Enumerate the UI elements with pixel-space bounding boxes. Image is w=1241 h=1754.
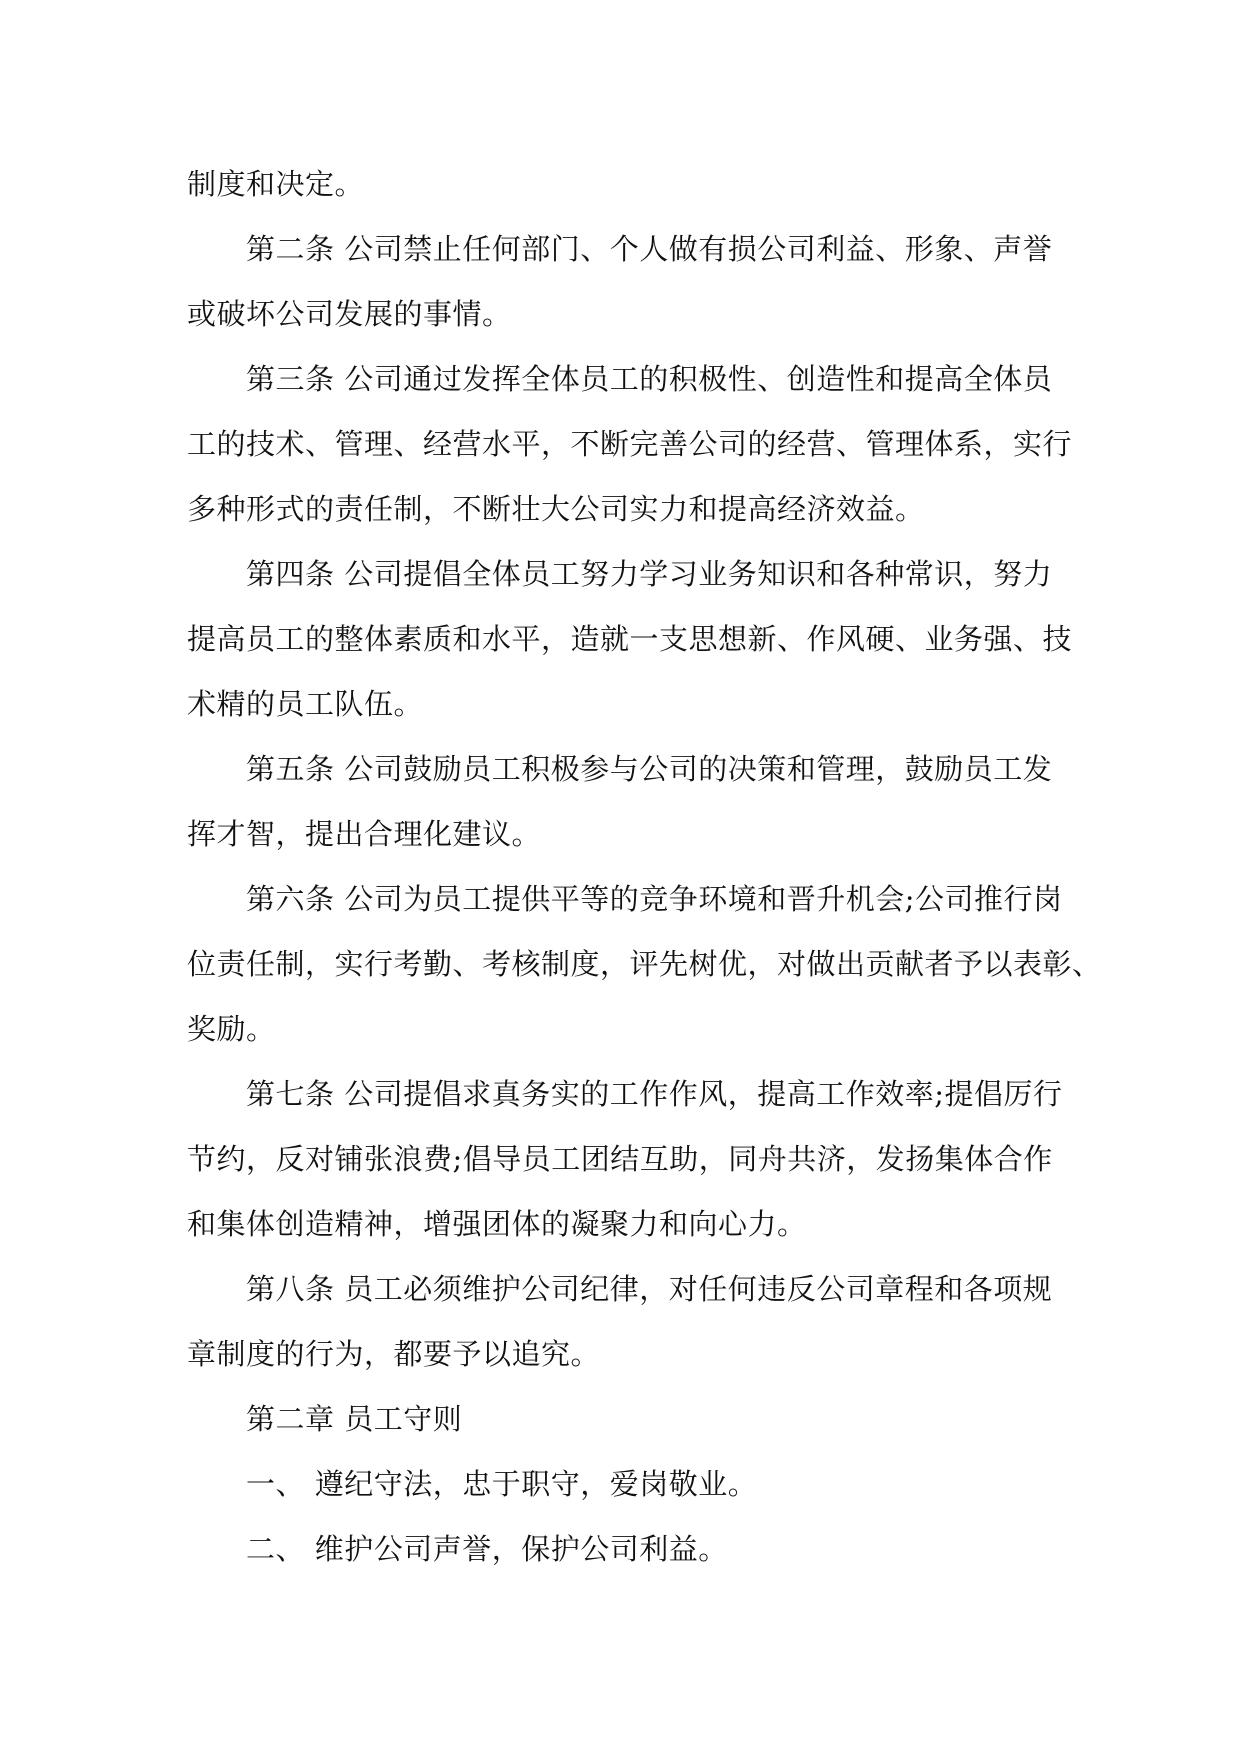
article-4-line-3: 术精的员工队伍。 [187,687,424,721]
article-7-line-1: 第七条 公司提倡求真务实的工作作风，提高工作效率;提倡厉行 [246,1077,1063,1111]
rule-item-2: 二、 维护公司声誉，保护公司利益。 [246,1532,728,1566]
text-line: 制度和决定。 [187,167,365,201]
article-3-line-2: 工的技术、管理、经营水平，不断完善公司的经营、管理体系，实行 [187,427,1073,461]
article-7-line-2: 节约，反对铺张浪费;倡导员工团结互助，同舟共济，发扬集体合作 [187,1142,1053,1176]
article-3-line-3: 多种形式的责任制，不断壮大公司实力和提高经济效益。 [187,492,925,526]
chapter-2-heading: 第二章 员工守则 [246,1402,463,1436]
article-6-line-3: 奖励。 [187,1012,276,1046]
article-8-line-2: 章制度的行为，都要予以追究。 [187,1337,601,1371]
article-4-line-1: 第四条 公司提倡全体员工努力学习业务知识和各种常识，努力 [246,557,1053,591]
article-6-line-1: 第六条 公司为员工提供平等的竞争环境和晋升机会;公司推行岗 [246,882,1063,916]
article-8-line-1: 第八条 员工必须维护公司纪律，对任何违反公司章程和各项规 [246,1272,1053,1306]
rule-item-1: 一、 遵纪守法，忠于职守，爱岗敬业。 [246,1467,758,1501]
article-5-line-2: 挥才智，提出合理化建议。 [187,817,542,851]
article-4-line-2: 提高员工的整体素质和水平，造就一支思想新、作风硬、业务强、技 [187,622,1073,656]
article-3-line-1: 第三条 公司通过发挥全体员工的积极性、创造性和提高全体员 [246,362,1053,396]
article-5-line-1: 第五条 公司鼓励员工积极参与公司的决策和管理，鼓励员工发 [246,752,1053,786]
article-2-line-2: 或破坏公司发展的事情。 [187,297,512,331]
article-7-line-3: 和集体创造精神，增强团体的凝聚力和向心力。 [187,1207,807,1241]
article-2-line-1: 第二条 公司禁止任何部门、个人做有损公司利益、形象、声誉 [246,232,1053,266]
article-6-line-2: 位责任制，实行考勤、考核制度，评先树优，对做出贡献者予以表彰、 [187,947,1102,981]
